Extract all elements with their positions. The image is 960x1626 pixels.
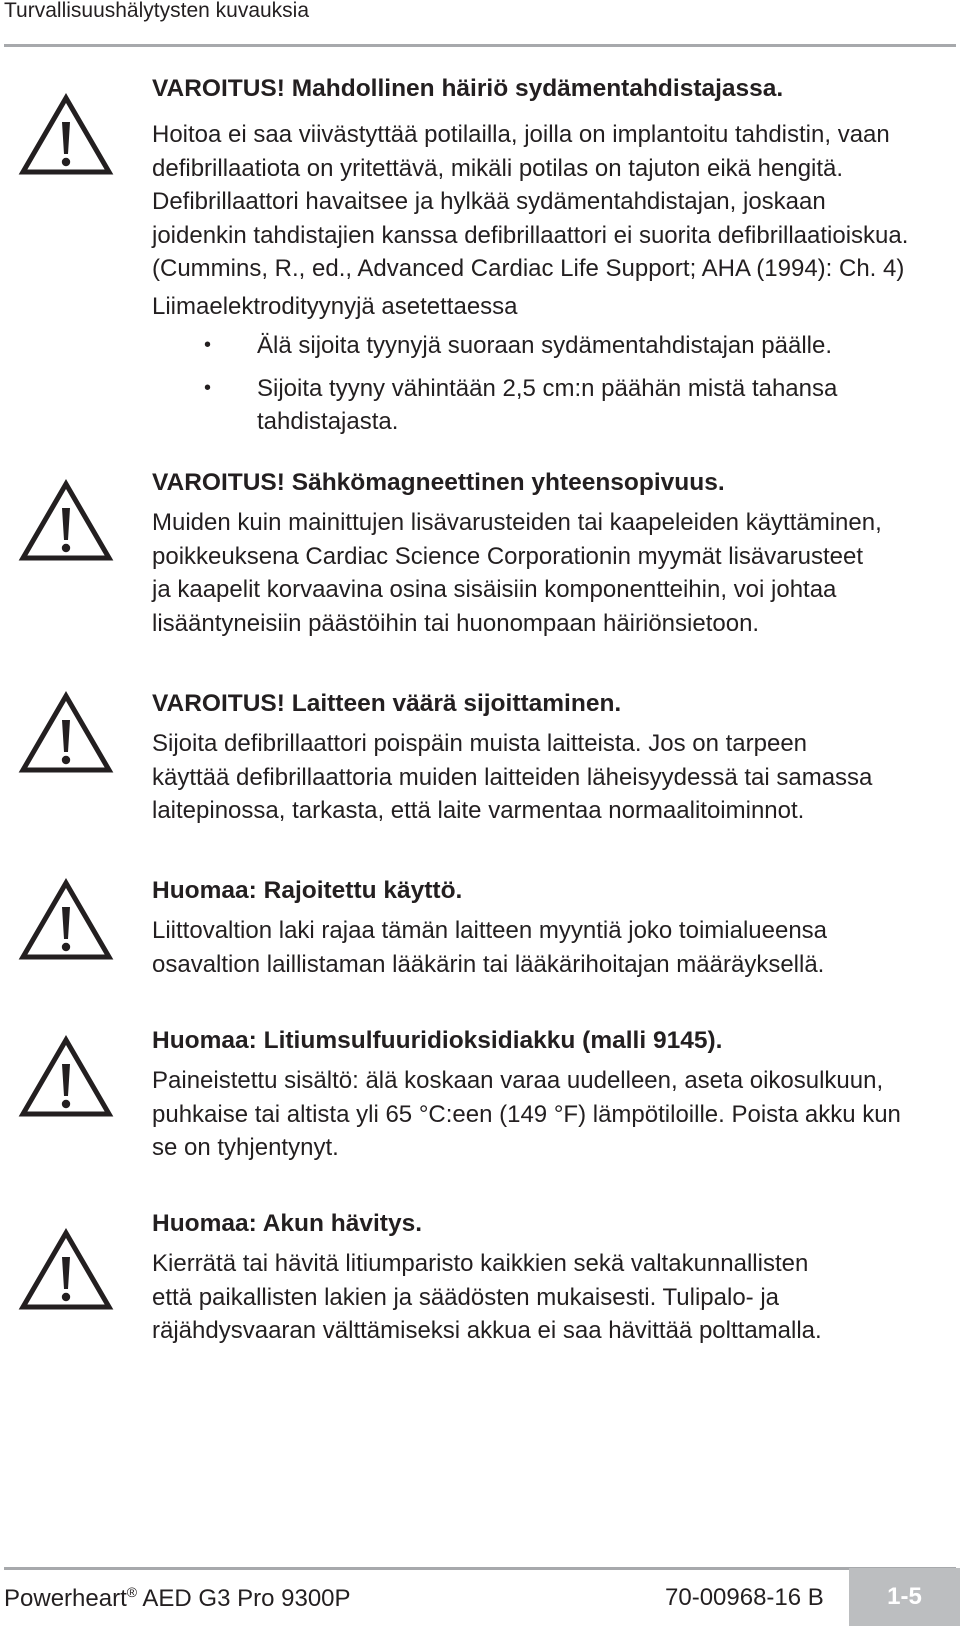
section-body <box>152 727 952 828</box>
body-line: lisääntyneisiin päästöihin tai huonompaan häiriönsietoon. <box>152 609 760 637</box>
section-body <box>152 118 952 323</box>
body-line: käyttää defibrillaattoria muiden laitteiden läheisyydessä tai samassa <box>152 763 873 791</box>
list-item <box>152 372 952 439</box>
body-line: Liittovaltion laki rajaa tämän laitteen myyntiä joko toimialueensa <box>152 917 828 944</box>
section-body <box>152 1064 952 1165</box>
section-title: Huomaa: Rajoitettu käyttö. <box>152 877 463 904</box>
body-line: joidenkin tahdistajien kanssa defibrillaattori ei suorita defibrillaatioiskua. <box>152 221 909 249</box>
body-line: (Cummins, R., ed., Advanced Cardiac Life Support; AHA (1994): Ch. 4) <box>152 255 905 282</box>
section-body <box>152 914 952 981</box>
bullet-list <box>152 329 952 439</box>
bullet-text: Älä sijoita tyynyjä suoraan sydämentahdistajan päälle. <box>257 332 833 359</box>
body-line: Defibrillaattori havaitsee ja hylkää sydämentahdistajan, joskaan <box>152 188 826 215</box>
registered-mark: ® <box>126 1584 138 1600</box>
body-line: defibrillaatiota on yritettävä, mikäli potilas on tajuton eikä hengitä. <box>152 154 844 182</box>
body-line: Liimaelektrodityynyjä asetettaessa <box>152 292 518 320</box>
footer-divider <box>4 1567 956 1570</box>
page-number: 1-5 <box>887 1583 922 1610</box>
section-title: VAROITUS! Sähkömagneettinen yhteensopivuus. <box>152 469 725 496</box>
section-title: Huomaa: Litiumsulfuuridioksidiakku (malli 9145). <box>152 1027 723 1054</box>
bullet-icon: • <box>204 334 212 356</box>
section-title: VAROITUS! Laitteen väärä sijoittaminen. <box>152 690 622 717</box>
product-model: AED G3 Pro 9300P <box>137 1585 351 1612</box>
footer-product-name <box>4 1584 351 1613</box>
page-number-tab <box>849 1568 960 1626</box>
bullet-text: tahdistajasta. <box>257 408 399 435</box>
body-line: räjähdysvaaran välttämiseksi akkua ei saa hävittää polttamalla. <box>152 1317 822 1344</box>
bullet-text: Sijoita tyyny vähintään 2,5 cm:n päähän mistä tahansa <box>257 374 838 402</box>
warning-triangle-icon <box>18 478 114 564</box>
body-line: puhkaise tai altista yli 65 °C:een (149 °F) lämpötiloille. Poista akku kun <box>152 1100 901 1128</box>
body-line: että paikallisten lakien ja säädösten mukaisesti. Tulipalo- ja <box>152 1283 780 1311</box>
body-line: Paineistettu sisältö: älä koskaan varaa uudelleen, aseta oikosulkuun, <box>152 1067 884 1094</box>
body-line: Sijoita defibrillaattori poispäin muista laitteista. Jos on tarpeen <box>152 730 808 757</box>
warning-triangle-icon <box>18 1034 114 1120</box>
body-line: osavaltion laillistaman lääkärin tai lääkärihoitajan määräyksellä. <box>152 950 825 978</box>
section-title: Huomaa: Akun hävitys. <box>152 1210 423 1237</box>
warning-triangle-icon <box>18 92 114 178</box>
body-line: laitepinossa, tarkasta, että laite varmentaa normaalitoiminnot. <box>152 797 805 824</box>
footer-document-number: 70-00968-16 B <box>665 1584 824 1611</box>
section-body <box>152 506 952 640</box>
product-name: Powerheart <box>4 1585 127 1612</box>
body-line: ja kaapelit korvaavina osina sisäisiin komponentteihin, voi johtaa <box>152 576 837 603</box>
body-line: Muiden kuin mainittujen lisävarusteiden tai kaapeleiden käyttäminen, <box>152 509 882 536</box>
bullet-icon: • <box>204 376 212 399</box>
list-item <box>152 329 952 363</box>
body-line: poikkeuksena Cardiac Science Corporationin myymät lisävarusteet <box>152 542 863 570</box>
section-title: VAROITUS! Mahdollinen häiriö sydämentahdistajassa. <box>152 75 784 102</box>
body-line: Hoitoa ei saa viivästyttää potilailla, joilla on implantoitu tahdistin, vaan <box>152 121 890 148</box>
header-title: Turvallisuushälytysten kuvauksia <box>4 0 310 22</box>
warning-triangle-icon <box>18 690 114 776</box>
section-body <box>152 1247 952 1348</box>
body-line: Kierrätä tai hävitä litiumparisto kaikkien sekä valtakunnallisten <box>152 1250 809 1277</box>
warning-triangle-icon <box>18 1227 114 1313</box>
warning-triangle-icon <box>18 877 114 963</box>
body-line: se on tyhjentynyt. <box>152 1134 339 1161</box>
header-divider <box>4 44 956 47</box>
